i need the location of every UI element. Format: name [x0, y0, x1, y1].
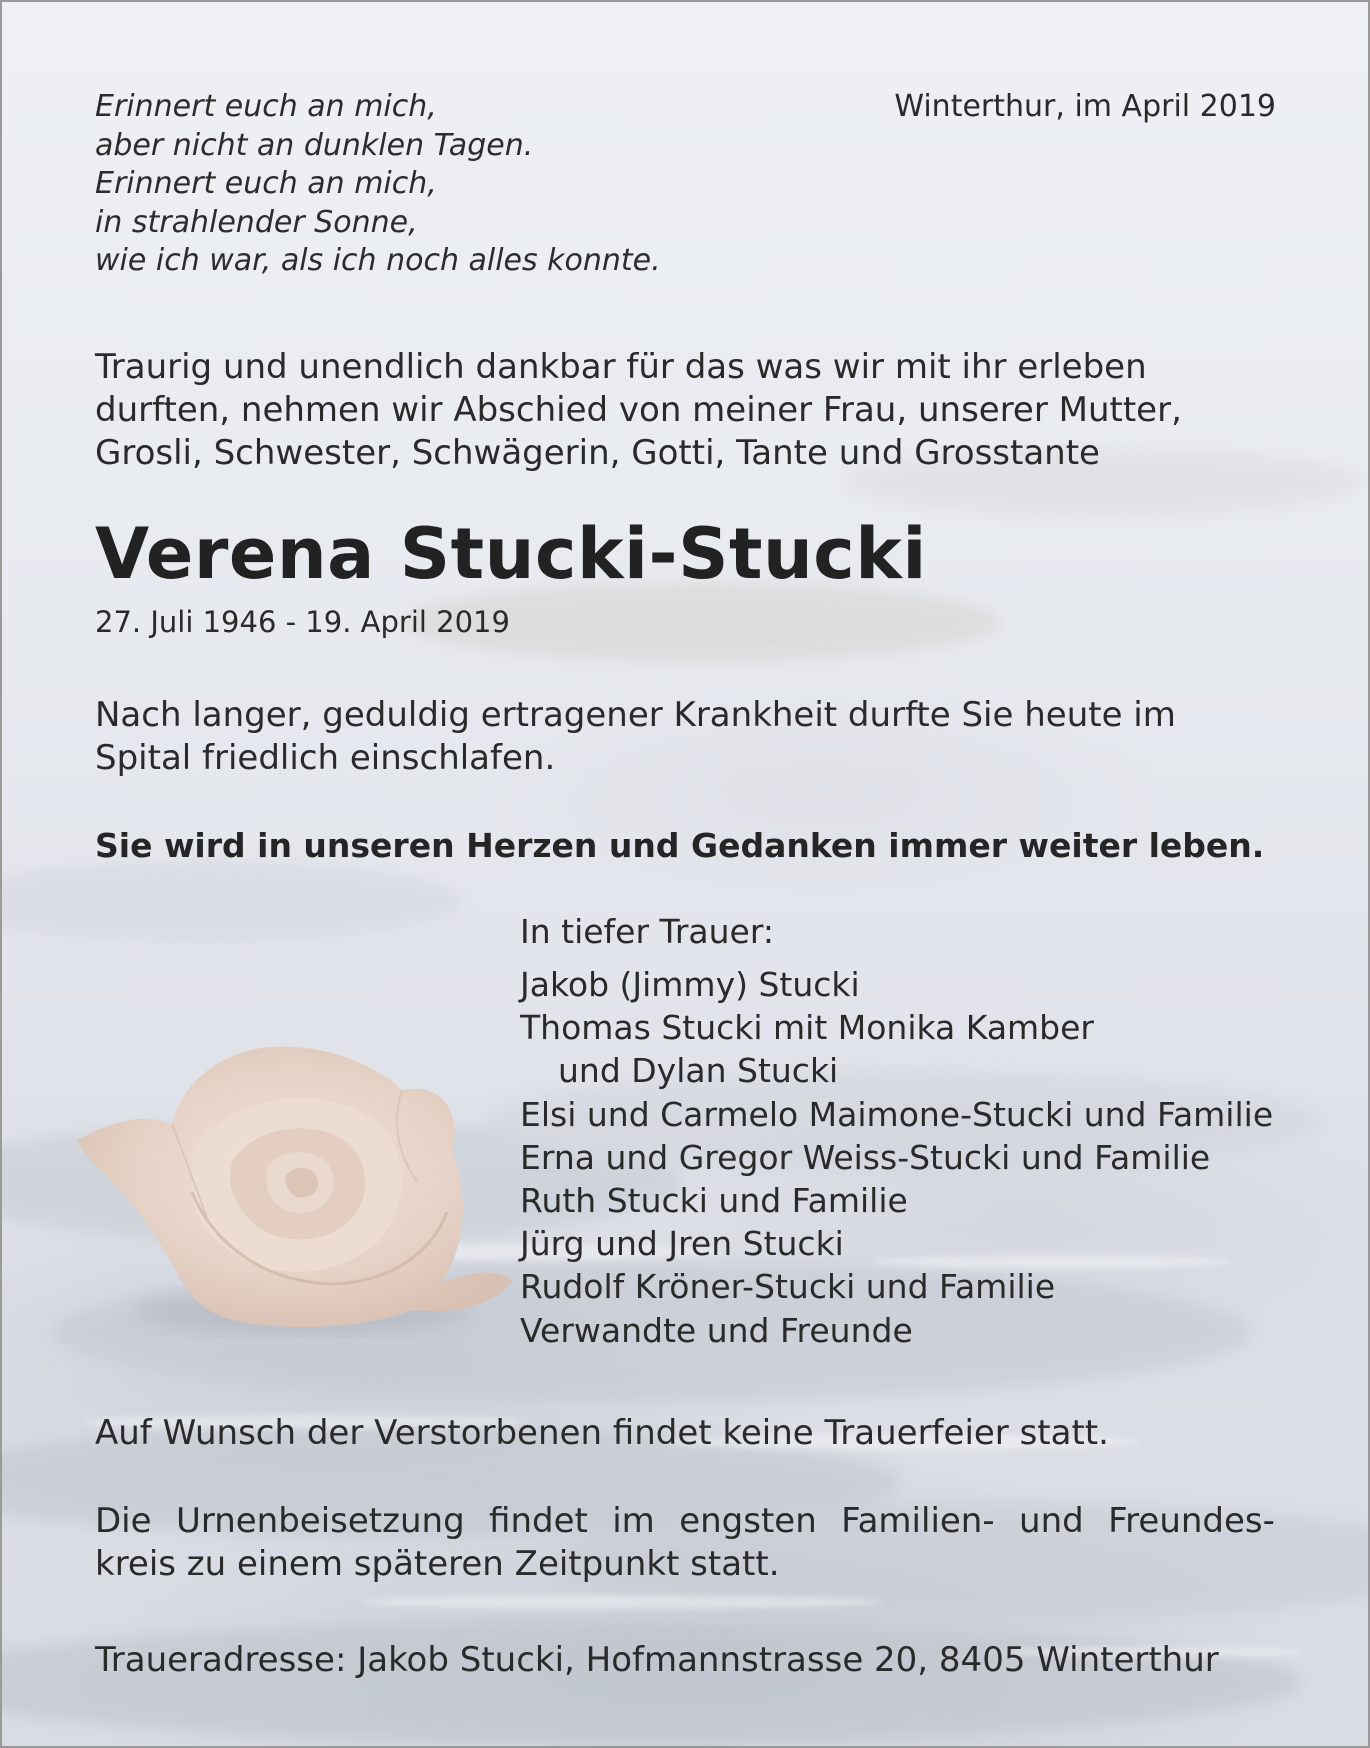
- mourning-heading: In tiefer Trauer:: [520, 912, 774, 951]
- poem: [95, 88, 661, 281]
- intro-line: durften, nehmen wir Abschied von meiner Frau, unserer Mutter,: [95, 390, 1182, 430]
- urn-line-1: [95, 1500, 1275, 1543]
- poem-line: aber nicht an dunklen Tagen.: [95, 127, 534, 163]
- intro-line: Traurig und unendlich dankbar für das was wir mit ihr erleben: [95, 347, 1147, 387]
- urn-word: Freundes-: [1108, 1501, 1275, 1541]
- urn-word: und: [1019, 1501, 1084, 1541]
- mourner-name: Erna und Gregor Weiss-Stucki und Familie: [520, 1137, 1211, 1177]
- mourners-list: [520, 963, 1273, 1352]
- urn-notice: [95, 1500, 1275, 1586]
- mourner-name: Elsi und Carmelo Maimone-Stucki und Familie: [520, 1094, 1274, 1134]
- deceased-name: Verena Stucki-Stucki: [95, 513, 927, 595]
- poem-line: in strahlender Sonne,: [95, 204, 418, 240]
- mourner-name: Rudolf Kröner-Stucki und Familie: [520, 1267, 1056, 1307]
- poem-line: Erinnert euch an mich,: [95, 166, 437, 201]
- illness-line: Nach langer, geduldig ertragener Krankheit durfte Sie heute im: [95, 695, 1176, 735]
- mourner-name: Jürg und Jren Stucki: [520, 1224, 844, 1264]
- mourner-name: Verwandte und Freunde: [520, 1310, 913, 1350]
- urn-line-2: kreis zu einem späteren Zeitpunkt statt.: [95, 1544, 780, 1584]
- motto: Sie wird in unseren Herzen und Gedanken immer weiter leben.: [95, 826, 1265, 865]
- urn-word: findet: [489, 1501, 588, 1541]
- place-date: Winterthur, im April 2019: [894, 89, 1276, 124]
- urn-word: Urnenbeisetzung: [175, 1501, 465, 1541]
- urn-word: Die: [95, 1501, 152, 1541]
- illness-line: Spital friedlich einschlafen.: [95, 738, 556, 778]
- mourning-address: Traueradresse: Jakob Stucki, Hofmannstrasse 20, 8405 Winterthur: [95, 1640, 1219, 1680]
- rose-icon: [72, 1042, 512, 1342]
- mourner-name: Thomas Stucki mit Monika Kamber: [520, 1008, 1095, 1048]
- mourner-name: und Dylan Stucki: [558, 1051, 839, 1091]
- intro-text: [95, 346, 1182, 475]
- poem-line: wie ich war, als ich noch alles konnte.: [95, 243, 661, 278]
- poem-line: Erinnert euch an mich,: [95, 89, 437, 124]
- mourner-name: Jakob (Jimmy) Stucki: [520, 965, 860, 1004]
- life-dates: 27. Juli 1946 - 19. April 2019: [95, 605, 510, 639]
- illness-text: [95, 694, 1176, 780]
- intro-line: Grosli, Schwester, Schwägerin, Gotti, Tante und Grosstante: [95, 433, 1100, 473]
- urn-word: Familien-: [841, 1501, 995, 1541]
- urn-word: engsten: [679, 1501, 817, 1541]
- no-service-notice: Auf Wunsch der Verstorbenen findet keine Trauerfeier statt.: [95, 1413, 1109, 1453]
- mourner-name: Ruth Stucki und Familie: [520, 1181, 908, 1221]
- urn-word: im: [612, 1501, 655, 1541]
